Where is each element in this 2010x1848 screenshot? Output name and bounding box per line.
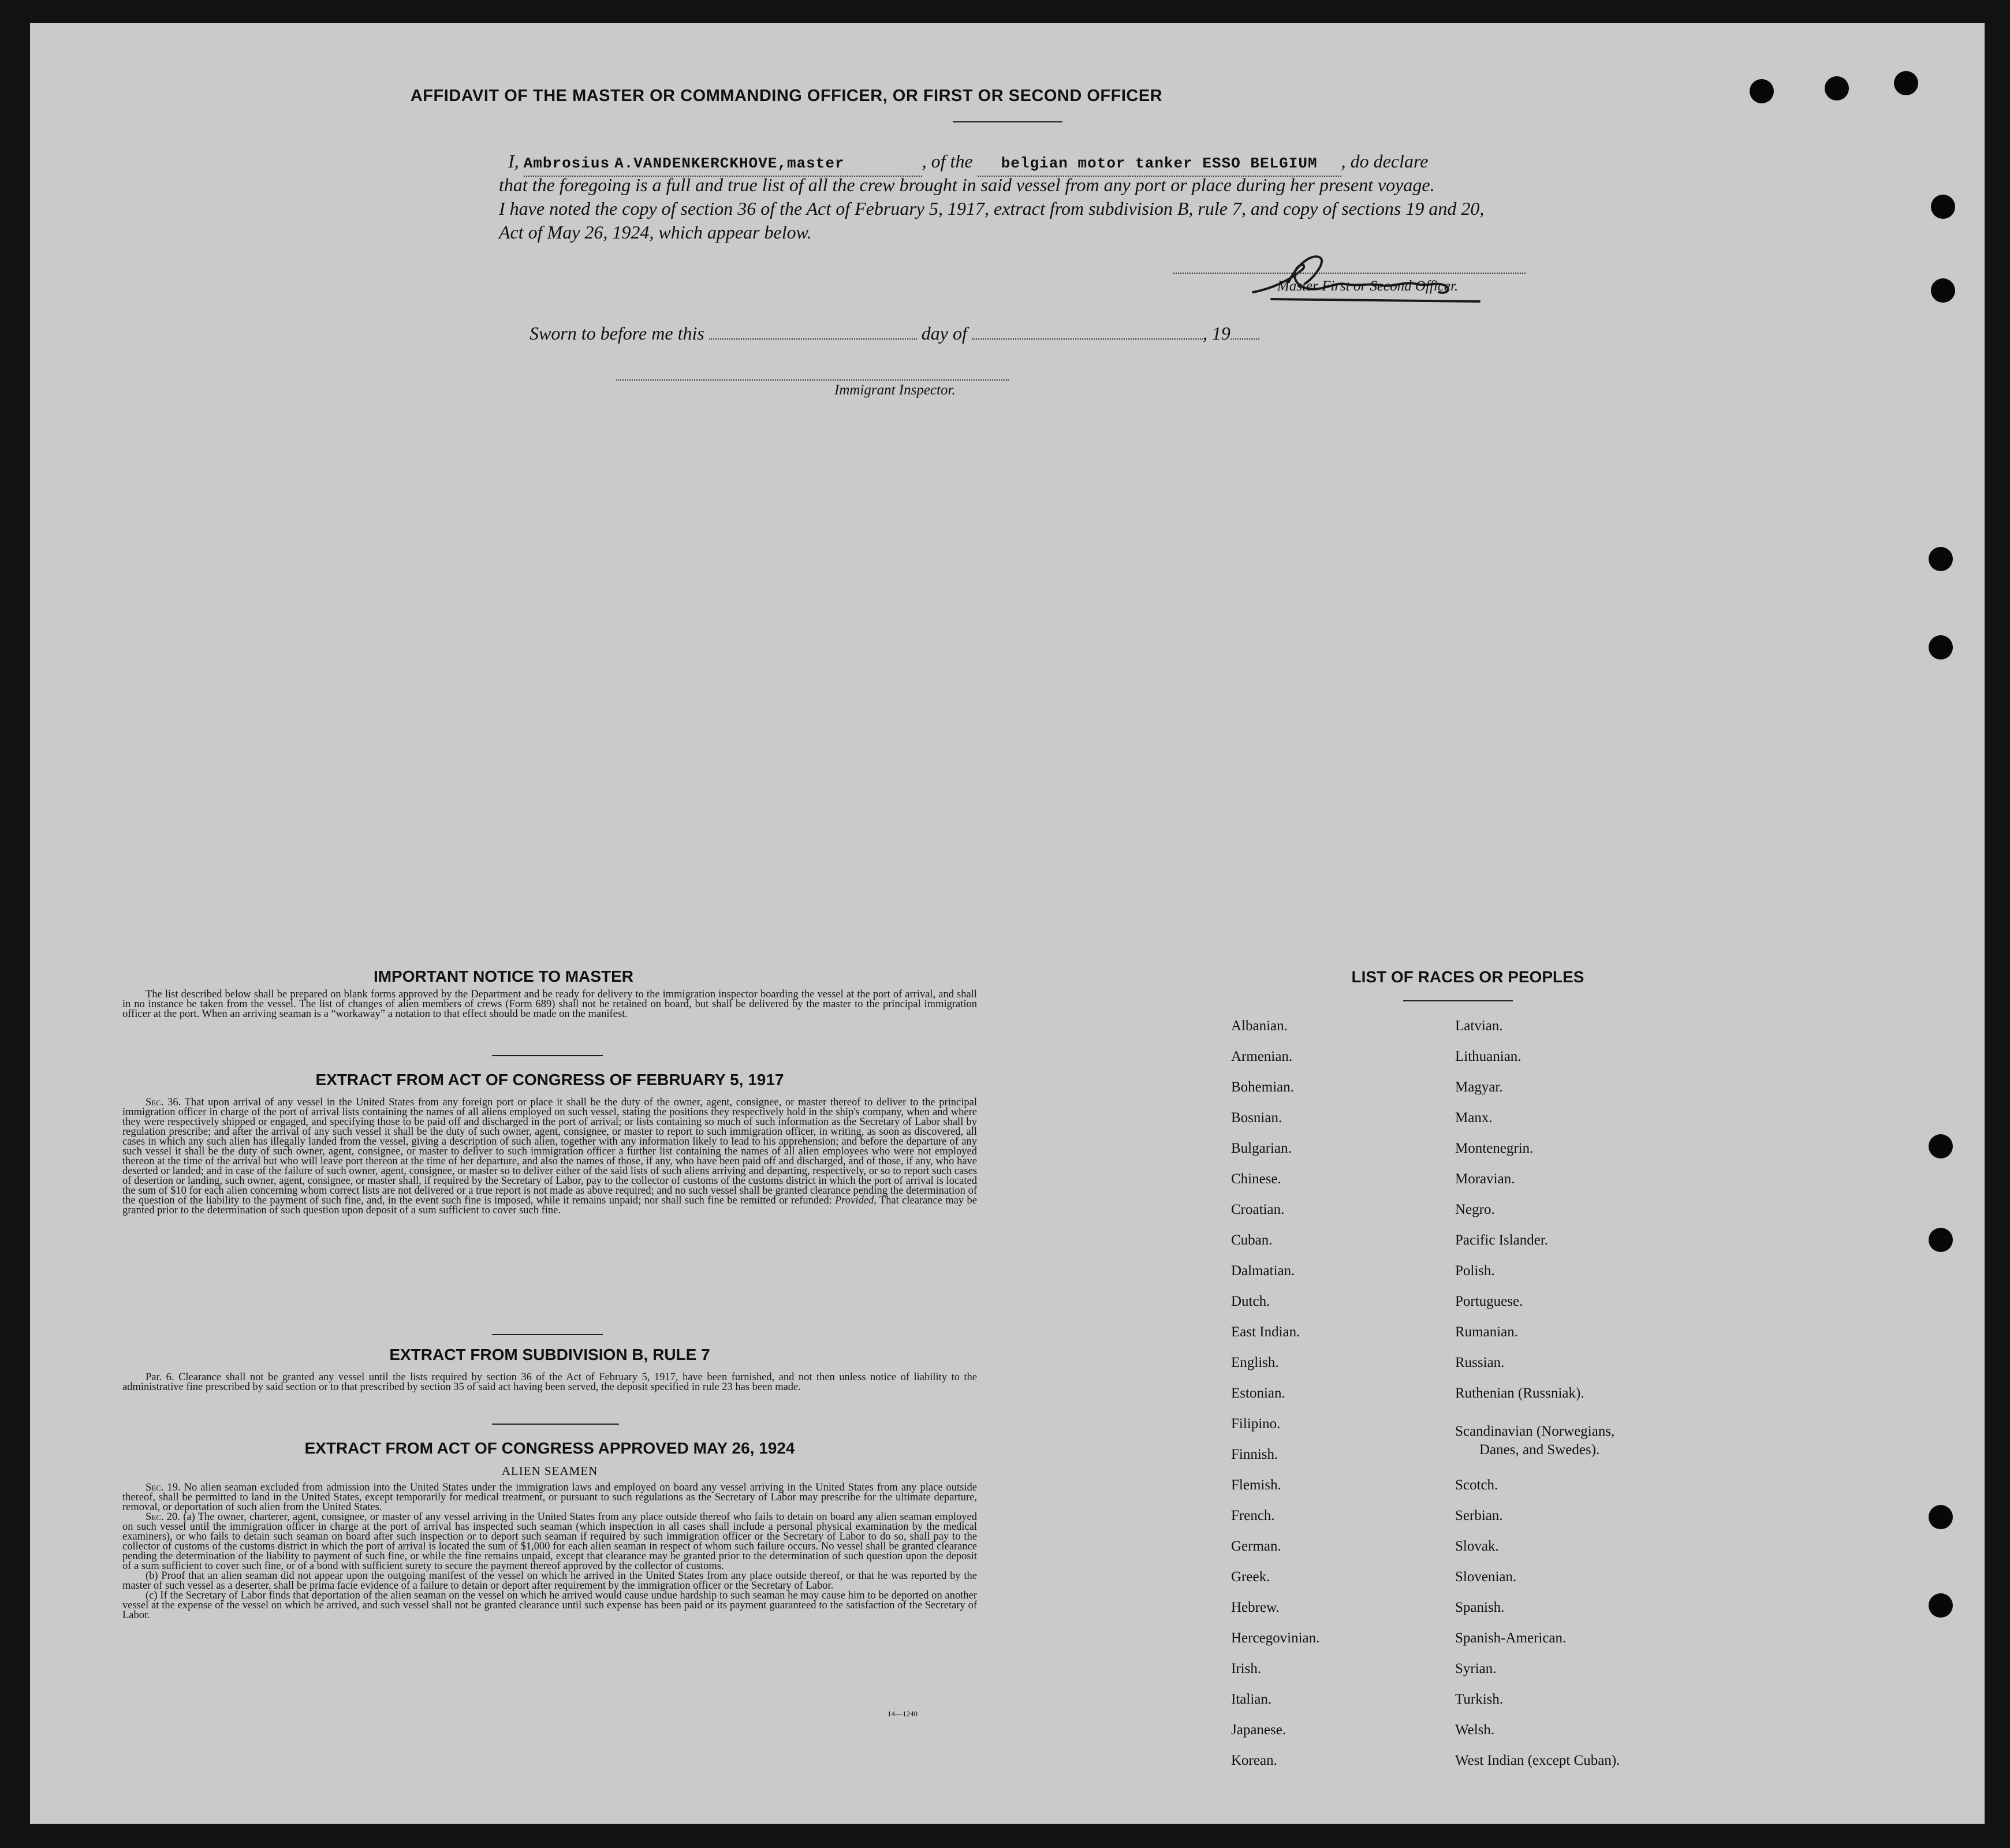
notice-paragraph: The list described below shall be prepared on blank forms approved by the Department and be ready for delivery to the immigration inspector boarding the vessel at the port of arrival, and shall in no instance be taken from the vessel. The list of changes of alien members of crews (Form 689) shall not be retained on board, but shall be delivered by the master to the principal immigration officer at the port. When an arriving seaman is a “workaway” a notation to that effect should be made on the manifest. xyxy=(122,989,977,1020)
race-left: Finnish. xyxy=(1231,1447,1278,1462)
sec20-label: Sec. 20. xyxy=(146,1511,180,1523)
race-right: Ruthenian (Russniak). xyxy=(1455,1385,1584,1401)
race-right: Spanish. xyxy=(1455,1600,1505,1615)
extract-1924-subtitle: ALIEN SEAMEN xyxy=(501,1464,598,1478)
race-left: Estonian. xyxy=(1231,1385,1285,1401)
race-right: Danes, and Swedes). xyxy=(1479,1442,1600,1458)
race-left: Albanian. xyxy=(1231,1018,1288,1034)
race-left: Bosnian. xyxy=(1231,1110,1282,1126)
day-of-label: day of xyxy=(921,323,967,344)
race-right: Turkish. xyxy=(1455,1691,1504,1707)
punch-hole xyxy=(1929,1134,1953,1158)
rule7-text xyxy=(122,1373,977,1392)
race-right: Polish. xyxy=(1455,1263,1495,1279)
section-rule xyxy=(492,1424,619,1425)
rule7-paragraph: Par. 6. Clearance shall not be granted any vessel until the lists required by section 36 of the Act of February 5, 1917, have been furnished, and not then unless notice of liability to the administrative fine prescribed by said section or to that prescribed by section 35 of said act having been served, the deposit specified in rule 23 has been made. xyxy=(122,1372,977,1393)
race-left: Italian. xyxy=(1231,1691,1272,1707)
inspector-caption: Immigrant Inspector. xyxy=(834,382,956,398)
race-right: West Indian (except Cuban). xyxy=(1455,1753,1620,1768)
affidavit-line-1 xyxy=(508,150,1428,177)
race-left: East Indian. xyxy=(1231,1324,1300,1340)
extract-1924-text xyxy=(122,1483,977,1620)
race-left: Irish. xyxy=(1231,1661,1262,1676)
race-left: Hercegovinian. xyxy=(1231,1630,1320,1646)
race-left: Dalmatian. xyxy=(1231,1263,1295,1279)
punch-hole xyxy=(1929,635,1953,660)
title-rule xyxy=(953,121,1062,122)
document-sheet xyxy=(30,23,1985,1824)
race-left: Hebrew. xyxy=(1231,1600,1280,1615)
race-left: Croatian. xyxy=(1231,1202,1285,1217)
punch-hole xyxy=(1929,547,1953,571)
signature-line xyxy=(1173,273,1526,274)
sworn-month-field xyxy=(972,338,1203,340)
race-right: Pacific Islander. xyxy=(1455,1232,1549,1248)
affidavit-title: AFFIDAVIT OF THE MASTER OR COMMANDING OFFICER, OR FIRST OR SECOND OFFICER xyxy=(410,87,1163,105)
punch-hole xyxy=(1929,1505,1953,1529)
race-left: French. xyxy=(1231,1508,1275,1523)
affidavit-i-label: I, xyxy=(508,151,519,172)
vessel-field xyxy=(978,150,1341,177)
race-right: Montenegrin. xyxy=(1455,1141,1534,1156)
race-left: Greek. xyxy=(1231,1569,1270,1585)
race-left: Chinese. xyxy=(1231,1171,1281,1187)
affidavit-line-2: that the foregoing is a full and true list of all the crew brought in said vessel from any port or place during her present voyage. xyxy=(499,174,1435,195)
race-left: German. xyxy=(1231,1538,1281,1554)
sec19-text: No alien seaman excluded from admission into the United States under the immigration laws and employed on board any vessel arriving in the United States from any place outside thereof, shall be permitted to land in the United States, except temporarily for medical treatment, or pursuant to such regulations as the Secretary of Labor may prescribe for the ultimate departure, removal, or deportation of such alien from the United States. xyxy=(122,1482,977,1513)
rule7-title: EXTRACT FROM SUBDIVISION B, RULE 7 xyxy=(389,1346,710,1363)
master-name: A.VANDENKERCKHOVE,master xyxy=(614,155,845,172)
race-right: Portuguese. xyxy=(1455,1294,1523,1309)
race-right: Syrian. xyxy=(1455,1661,1497,1676)
race-left: Bulgarian. xyxy=(1231,1141,1292,1156)
race-right: Spanish-American. xyxy=(1455,1630,1567,1646)
races-title-rule xyxy=(1403,1000,1513,1001)
race-left: Armenian. xyxy=(1231,1049,1293,1064)
master-name-field xyxy=(524,150,922,177)
race-left: Flemish. xyxy=(1231,1477,1281,1493)
section-rule xyxy=(492,1334,603,1335)
section-rule xyxy=(492,1055,603,1056)
race-left: Cuban. xyxy=(1231,1232,1273,1248)
race-right: Scandinavian (Norwegians, xyxy=(1455,1424,1615,1439)
race-left: Filipino. xyxy=(1231,1416,1281,1432)
race-right: Magyar. xyxy=(1455,1079,1503,1095)
race-left: Korean. xyxy=(1231,1753,1277,1768)
race-right: Manx. xyxy=(1455,1110,1493,1126)
race-right: Slovak. xyxy=(1455,1538,1499,1554)
race-right: Lithuanian. xyxy=(1455,1049,1522,1064)
race-right: Rumanian. xyxy=(1455,1324,1519,1340)
race-right: Latvian. xyxy=(1455,1018,1503,1034)
race-right: Serbian. xyxy=(1455,1508,1503,1523)
form-number: 14—1240 xyxy=(887,1709,918,1718)
notice-title: IMPORTANT NOTICE TO MASTER xyxy=(373,967,634,985)
race-right: Moravian. xyxy=(1455,1171,1515,1187)
race-right: Welsh. xyxy=(1455,1722,1495,1738)
race-right: Scotch. xyxy=(1455,1477,1498,1493)
sec20c-text: (c) If the Secretary of Labor finds that deportation of the alien seaman on the vessel on which he arrived would cause undue hardship to such seaman he may cause him to be deported on another vessel at the expense of the vessel on which he arrived, and such vessel shall not be granted clearance until such expense has been paid or its payment guaranteed to the satisfaction of the Secretary of Labor. xyxy=(122,1590,977,1621)
master-first-name: Ambrosius xyxy=(523,155,610,172)
provided-label: Provided, xyxy=(835,1195,877,1206)
sec20b-text: (b) Proof that an alien seaman did not appear upon the outgoing manifest of the vessel on which he arrived in the United States from any place outside thereof, or that he was reported by the master of such vessel as a deserter, shall be prima facie evidence of a failure to detain or deport after requirement by the immigration officer or the Secretary of Labor. xyxy=(122,1570,977,1592)
sworn-year-field xyxy=(1230,338,1259,340)
punch-hole xyxy=(1929,1228,1953,1252)
inspector-signature-line xyxy=(616,379,1009,381)
provided-text: That clearance may be granted prior to the determination of such question upon deposit of a sum sufficient to cover such fine. xyxy=(122,1195,978,1216)
race-left: Bohemian. xyxy=(1231,1079,1295,1095)
sec36-text: That upon arrival of any vessel in the United States from any foreign port or place it shall be the duty of the owner, agent, consignee, or master thereof to deliver to the principal immigration officer in charge of the port of arrival lists containing the names of all aliens employed on such vessel, stating the positions they respectively hold in the ship's company, when and where they were respectively shipped or engaged, and specifying those to be paid off and discharged in the port of arrival; or lists containing so much of such information as the Secretary of Labor shall by regulation prescribe; and after the arrival of any such vessel it shall be the duty of such owner, agent, consignee, or master to report to such immigration officer, in writing, as soon as discovered, all cases in which any such alien has illegally landed from the vessel, giving a description of such alien, together with any information likely to lead to his apprehension; and before the departure of any such vessel it shall be the duty of such owner, agent, consignee, or master to deliver to such immigration officer a further list containing the names of all alien employees who were not employed thereon at the time of the arrival but who will leave port thereon at the time of her departure, and also the names of those, if any, who have been paid off and discharged, and of those, if any, who have deserted or landed; and in case of the failure of such owner, agent, consignee, or master so to deliver either of the said lists of such aliens arriving and departing, respectively, or so to report such cases of desertion or landing, such owner, agent, consignee, or master shall, if required by the Secretary of Labor, pay to the collector of customs of the customs district in which the port of arrival is located the sum of $10 for each alien concerning whom correct lists are not delivered or a true report is not made as above required; and no such vessel shall be granted clearance pending the determination of the question of the liability to the payment of such fine, and, in the event such fine is imposed, while it remains unpaid; nor shall such fine be remitted or refunded: xyxy=(122,1097,978,1206)
punch-hole xyxy=(1894,71,1918,95)
sworn-line xyxy=(529,322,1259,345)
punch-hole xyxy=(1825,76,1849,100)
affidavit-line-4: Act of May 26, 1924, which appear below. xyxy=(499,222,812,243)
year-prefix: , 19 xyxy=(1202,323,1230,344)
signature-caption: Master First or Second Officer. xyxy=(1277,278,1459,294)
race-left: Japanese. xyxy=(1231,1722,1286,1738)
race-left: English. xyxy=(1231,1355,1279,1370)
punch-hole xyxy=(1931,278,1955,303)
race-right: Russian. xyxy=(1455,1355,1505,1370)
notice-text xyxy=(122,990,977,1019)
punch-hole xyxy=(1929,1593,1953,1618)
punch-hole xyxy=(1931,195,1955,219)
sec36-label: Sec. 36. xyxy=(146,1097,181,1108)
race-left: Dutch. xyxy=(1231,1294,1270,1309)
vessel-name: belgian motor tanker ESSO BELGIUM xyxy=(1001,155,1318,172)
punch-hole xyxy=(1750,79,1774,103)
extract-1917-title: EXTRACT FROM ACT OF CONGRESS OF FEBRUARY 5, 1917 xyxy=(315,1071,784,1089)
affidavit-line-3: I have noted the copy of section 36 of the Act of February 5, 1917, extract from subdivision B, rule 7, and copy of sections 19 and 20, xyxy=(499,198,1485,219)
do-declare-label: , do declare xyxy=(1341,151,1429,172)
sworn-day-field xyxy=(709,338,917,340)
extract-1924-title: EXTRACT FROM ACT OF CONGRESS APPROVED MAY 26, 1924 xyxy=(304,1439,795,1457)
extract-1917-text xyxy=(122,1098,977,1216)
sworn-label: Sworn to before me this xyxy=(529,323,704,344)
sec19-label: Sec. 19. xyxy=(146,1482,181,1493)
races-title: LIST OF RACES OR PEOPLES xyxy=(1351,968,1584,986)
race-right: Negro. xyxy=(1455,1202,1495,1217)
sec20a-text: (a) The owner, charterer, agent, consignee, or master of any vessel arriving in the United States from any place outside thereof who fails to detain on board any alien seaman employed on such vessel until the immigration officer in charge at the port of arrival has inspected such seaman (which inspection in all cases shall include a personal physical examination by the medical examiners), or who fails to detain such seaman on board after such inspection or to deport such seaman if required by such immigration officer or the Secretary of Labor to do so, shall pay to the collector of customs of the customs district in which the port of arrival is located the sum of $1,000 for each alien seaman in respect of whom such failure occurs. No vessel shall be granted clearance pending the determination of the liability to payment of such fine, or while the fine remains unpaid, except that clearance may be granted prior to the determination of such question upon the deposit of a sum sufficient to cover such fine, or of a bond with sufficient surety to secure the payment thereof approved by the collector of customs. xyxy=(122,1511,978,1572)
race-right: Slovenian. xyxy=(1455,1569,1517,1585)
of-the-label: , of the xyxy=(922,151,973,172)
